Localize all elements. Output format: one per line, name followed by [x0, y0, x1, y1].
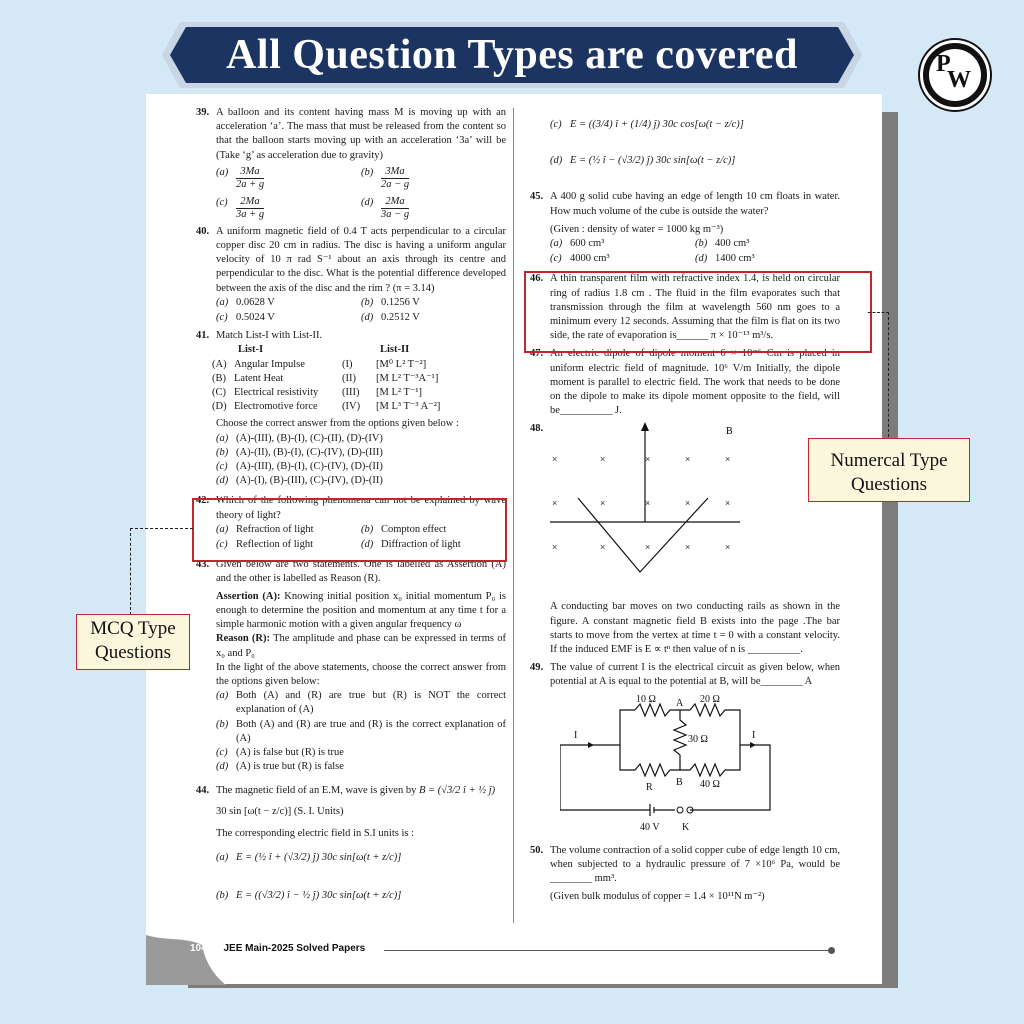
choose-text: Choose the correct answer from the options given below : [216, 418, 459, 430]
instruction-text: In the light of the above statements, choose the correct answer from the options given below: [216, 661, 506, 687]
banner-title: All Question Types are covered [226, 32, 798, 78]
resistor-r-label: R [646, 781, 653, 793]
question-number: 42. [196, 495, 210, 507]
question-number: 41. [196, 330, 210, 342]
question-text: The value of current I is the electrical circuit as given below, when potential at A is equal to the potential at B, will be________ A [550, 662, 840, 688]
match-row: (D) Electromotive force (IV) [M L³ T⁻³ A⁻²] [212, 401, 441, 413]
option-c: (c) (A)-(III), (B)-(I), (C)-(IV), (D)-(II) [216, 461, 383, 473]
option-d: (d) 0.2512 V [361, 312, 420, 324]
book-title: JEE Main-2025 Solved Papers [223, 943, 366, 954]
assertion-text: Knowing initial position x₀ initial momentum P₀ is enough to determine the position and momentum at any time t for a simple harmonic motion with a given angular frequency ω [216, 590, 506, 631]
question-text: Match List-I with List-II. [216, 330, 323, 342]
option-b: (b) 0.1256 V [361, 296, 420, 308]
question-number: 48. [530, 423, 544, 435]
option-b: (b) (A)-(II), (B)-(I), (C)-(IV), (D)-(III) [216, 446, 383, 458]
pw-logo [920, 40, 990, 110]
right-column [530, 118, 840, 908]
question-number: 40. [196, 225, 210, 237]
question-39 [196, 106, 506, 221]
question-text: A conducting bar moves on two conducting rails as shown in the figure. A constant magnetic field B exists into the page .The bar starts to move from the vertex at time t = 0 with a constant velocity. If the induced EMF is E ∝ tⁿ then value of n is __________. [550, 601, 840, 656]
option-b: (b) $\frac{3Ma}{2a - g}$ [361, 165, 410, 190]
option-c: (c) 0.5024 V [216, 312, 275, 324]
option-c: (c) $\frac{2Ma}{3a + g}$ [216, 195, 265, 220]
option-a: (a) 600 cm³ [550, 238, 605, 250]
page-footer [190, 943, 365, 954]
question-number: 45. [530, 191, 544, 203]
page-number: 104 [190, 943, 207, 954]
key-label: K [682, 821, 690, 833]
question-text: A 400 g solid cube having an edge of length 10 cm floats in water. How much volume of the cube is outside the water? [550, 191, 840, 217]
question-subtext: The corresponding electric field in S.I units is : [216, 827, 414, 839]
option-d: (d) $\frac{2Ma}{3a - g}$ [361, 195, 410, 220]
option-b: (b) Both (A) and (R) are true and (R) is the correct explanation of (A) [216, 718, 506, 744]
question-48 [530, 422, 840, 657]
option-d: (d) 1400 cm³ [695, 253, 755, 265]
question-50 [530, 844, 840, 905]
option-a: (a) Refraction of light [216, 523, 314, 535]
svg-text:×: × [600, 498, 606, 509]
mcq-highlight-box [192, 498, 507, 562]
question-text: A balloon and its content having mass M is moving up with an acceleration ‘a’. The mass that must be released from the content so that the balloon starts moving up with an acceleration ‘3a’ will be (Take ‘g’ as acceleration due to gravity) [216, 107, 506, 161]
svg-text:×: × [645, 498, 651, 509]
question-number: 49. [530, 662, 544, 674]
reason-label: Reason (R): [216, 633, 271, 645]
reason-text: The amplitude and phase can be expressed in terms of x₀ and P₀ [216, 633, 506, 659]
svg-text:×: × [645, 542, 651, 553]
svg-text:×: × [552, 454, 558, 465]
numerical-callout: Numercal Type Questions [808, 438, 970, 502]
resistor-10-label: 10 Ω [636, 693, 656, 705]
option-d: (d) E = (½ î − (√3/2) ĵ) 30c sin[ω(t − z/c)] [550, 155, 736, 167]
question-text: The volume contraction of a solid copper cube of edge length 10 cm, when subjected to a hydraulic pressure of 7 ×10⁶ Pa, would be ________ mm³. [550, 844, 840, 885]
field-expression: 30 sin [ω(t − z/c)] (S. I. Units) [216, 805, 344, 817]
resistor-40-label: 40 Ω [700, 778, 720, 790]
option-c: (c) E = ((3/4) î + (1/4) ĵ) 30c cos[ω(t − z/c)] [550, 119, 744, 130]
question-44: 44. The magnetic field of an E.M, wave is given by B = (√3/2 î + ½ ĵ) 30 sin [ω(t − z/c)] (S. I. Units) The corresponding electric field in S.I units is : (a) E = (½ î + (√3/2) ĵ) 30c sin[ω(t + z/c)] (b) E = ((√3/2) î − ½ ĵ) 30c sin[ω(t + z/c)] [196, 784, 506, 903]
current-out-label: I [752, 729, 756, 741]
svg-text:×: × [552, 498, 558, 509]
question-number: 50. [530, 844, 544, 856]
option-a: (a) Both (A) and (R) are true but (R) is NOT the correct explanation of (A) [216, 690, 506, 716]
svg-text:×: × [600, 454, 606, 465]
resistor-20-label: 20 Ω [700, 693, 720, 705]
option-d: (d) (A) is true but (R) is false [216, 761, 344, 773]
list-2-header: List-II [380, 344, 410, 356]
footer-dot [828, 947, 835, 954]
question-43 [196, 558, 506, 774]
option-a: (a) E = (½ î + (√3/2) ĵ) 30c sin[ω(t + z/c)] [216, 851, 402, 863]
question-number: 39. [196, 107, 210, 118]
question-49 [530, 661, 840, 839]
question-text: The magnetic field of an E.M, wave is given by [216, 785, 417, 797]
title-banner [162, 22, 862, 88]
svg-text:×: × [725, 542, 731, 553]
question-47 [530, 347, 840, 418]
option-c: (c) Reflection of light [216, 539, 313, 551]
match-row: (C) Electrical resistivity (III) [M L² T⁻¹] [212, 387, 423, 399]
question-text: A uniform magnetic field of 0.4 T acts perpendicular to a circular copper disc 20 cm in radius. The disc is having a uniform angular velocity of 10 π rad S⁻¹ about an axis through its centre and perpendicular to the disc. What is the potential difference developed between the axis of the disc and the rim ? (π = 3.14) [216, 225, 506, 294]
question-text: Given below are two statements. One is labelled as Assertion (A) and the other is labelled as Reason (R). [216, 559, 506, 585]
svg-text:×: × [600, 542, 606, 553]
logo-w: W [947, 67, 971, 93]
node-b-label: B [676, 776, 683, 788]
option-a: (a) (A)-(III), (B)-(I), (C)-(II), (D)-(IV) [216, 432, 383, 444]
match-row: (B) Latent Heat (II) [M L² T⁻³A⁻¹] [212, 372, 439, 384]
list-1-header: List-I [238, 344, 264, 356]
svg-text:×: × [552, 542, 558, 553]
given-text: (Given bulk modulus of copper = 1.4 × 10¹¹N m⁻²) [550, 891, 765, 903]
footer-line [384, 950, 830, 951]
question-44-continued [550, 118, 840, 168]
resistor-30-label: 30 Ω [688, 733, 708, 745]
question-number: 43. [196, 559, 210, 571]
option-d: (d) (A)-(I), (B)-(III), (C)-(IV), (D)-(II) [216, 475, 383, 487]
option-c: (c) (A) is false but (R) is true [216, 746, 344, 758]
mcq-connector [130, 528, 193, 615]
option-a: (a) 0.0628 V [216, 296, 275, 308]
given-text: (Given : density of water = 1000 kg m⁻³) [550, 223, 724, 235]
svg-text:×: × [645, 454, 651, 465]
current-in-label: I [574, 729, 578, 741]
logo-p: P [936, 51, 951, 77]
question-45 [530, 190, 840, 266]
option-d: (d) Diffraction of light [361, 539, 461, 551]
option-c: (c) 4000 cm³ [550, 253, 610, 265]
battery-label: 40 V [640, 821, 660, 833]
assertion-label: Assertion (A): [216, 590, 281, 602]
question-40 [196, 225, 506, 325]
numerical-connector [868, 312, 889, 437]
svg-text:×: × [685, 542, 691, 553]
circuit-diagram [560, 690, 780, 840]
option-b: (b) Compton effect [361, 523, 447, 535]
mcq-callout: MCQ Type Questions [76, 614, 190, 670]
svg-text:×: × [725, 498, 731, 509]
column-divider [513, 108, 514, 923]
question-text: An electric dipole of dipole moment 6 × 10⁻⁶ Cm is placed in uniform electric field of magnitude. 10⁶ V/m Initially, the dipole moment is parallel to electric field. The work that needs to be done on the dipole to make its dipole moment opposite to the field, will be__________ J. [550, 348, 840, 417]
label-b: B [726, 426, 733, 438]
svg-text:×: × [725, 454, 731, 465]
question-41 [196, 329, 506, 488]
question-text: A thin transparent film with refractive index 1.4, is held on circular ring of radius 1.8 cm . The fluid in the film evaporates such that transmission through the film at wavelength 560 nm goes to a minimum every 12 seconds. Assuming that the film is flat on its two side, the rate of evaporation is______ π × 10⁻¹³ m³/s. [550, 273, 840, 342]
rails-diagram [550, 422, 750, 582]
option-a: (a) $\frac{3Ma}{2a + g}$ [216, 165, 265, 190]
svg-text:×: × [685, 498, 691, 509]
option-b: (b) E = ((√3/2) î − ½ ĵ) 30c sin[ω(t + z/c)] [216, 890, 402, 902]
option-b: (b) 400 cm³ [695, 238, 750, 250]
svg-text:×: × [685, 454, 691, 465]
question-number: 46. [530, 273, 544, 285]
numerical-highlight-box [524, 271, 872, 353]
question-number: 47. [530, 348, 544, 360]
node-a-label: A [676, 697, 684, 709]
question-text: Which of the following phenomena can not be explained by wave theory of light? [216, 495, 506, 521]
match-row: (A) Angular Impulse (I) [M⁰ L² T⁻²] [212, 358, 427, 370]
question-number: 44. [196, 785, 210, 797]
